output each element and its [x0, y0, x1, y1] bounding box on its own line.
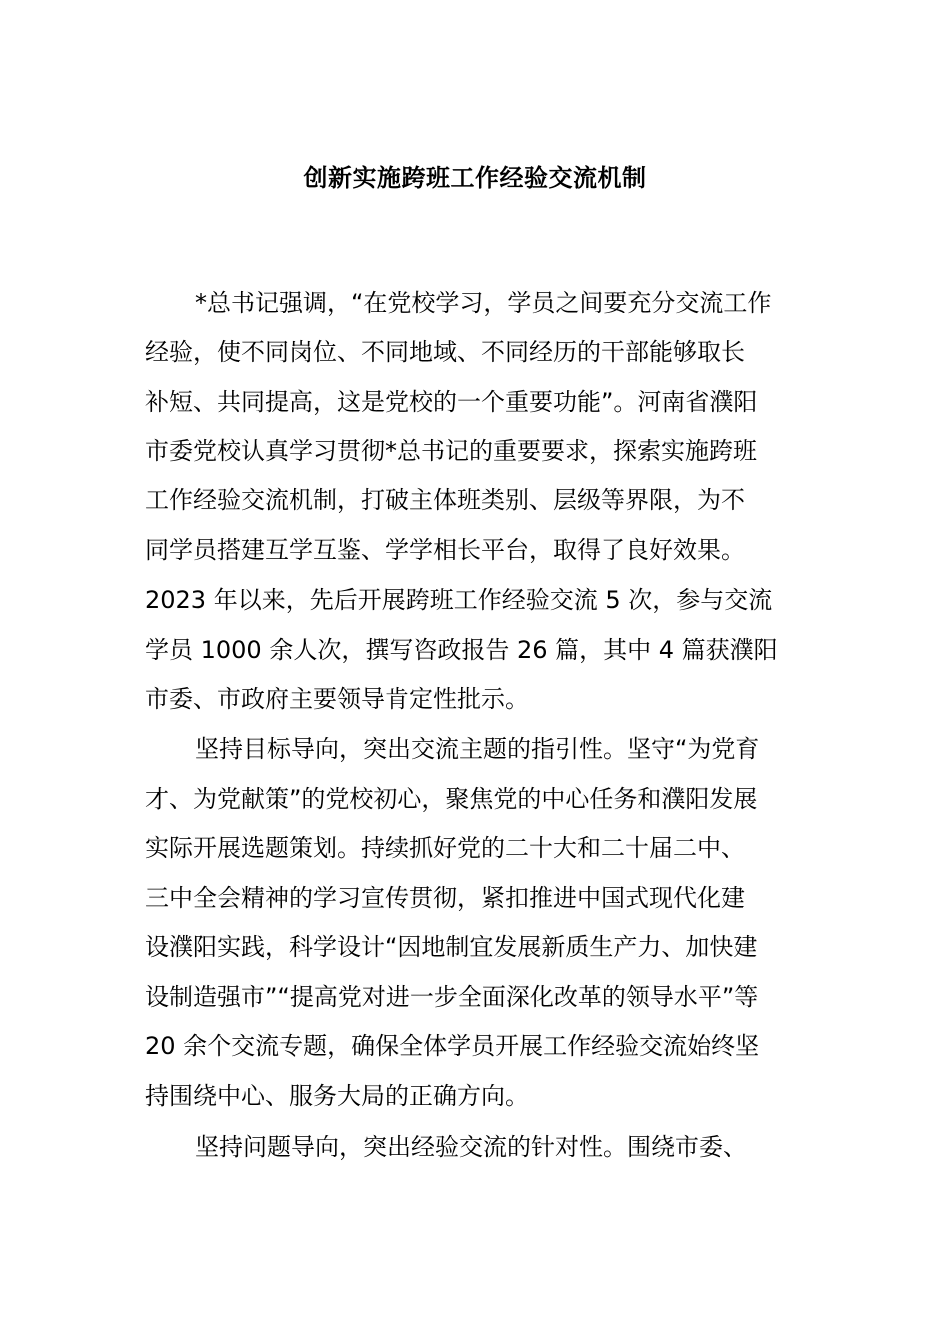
paragraph-line: *总书记强调，“在党校学习，学员之间要充分交流工作	[195, 289, 772, 317]
paragraph-line: 2023 年以来，先后开展跨班工作经验交流 5 次，参与交流	[145, 586, 773, 614]
paragraph-line: 工作经验交流机制，打破主体班类别、层级等界限，为不	[145, 486, 745, 514]
paragraph-line: 实际开展选题策划。持续抓好党的二十大和二十届二中、	[145, 834, 745, 862]
paragraph-line: 才、为党献策”的党校初心，聚焦党的中心任务和濮阳发展	[145, 785, 758, 813]
paragraph-line: 同学员搭建互学互鉴、学学相长平台，取得了良好效果。	[145, 536, 745, 564]
paragraph-line: 设制造强市”“提高党对进一步全面深化改革的领导水平”等	[145, 983, 759, 1011]
paragraph-line: 经验，使不同岗位、不同地域、不同经历的干部能够取长	[145, 338, 745, 366]
paragraph-line: 持围绕中心、服务大局的正确方向。	[145, 1082, 529, 1110]
paragraph-line: 坚持目标导向，突出交流主题的指引性。坚守“为党育	[195, 735, 760, 763]
paragraph-line: 学员 1000 余人次，撰写咨政报告 26 篇，其中 4 篇获濮阳	[145, 636, 778, 664]
paragraph-line: 坚持问题导向，突出经验交流的针对性。围绕市委、	[195, 1133, 747, 1161]
document-title: 创新实施跨班工作经验交流机制	[303, 164, 647, 192]
paragraph-line: 补短、共同提高，这是党校的一个重要功能”。河南省濮阳	[145, 388, 758, 416]
paragraph-line: 设濮阳实践，科学设计“因地制宜发展新质生产力、加快建	[145, 933, 758, 961]
paragraph-line: 20 余个交流专题，确保全体学员开展工作经验交流始终坚	[145, 1032, 760, 1060]
paragraph-line: 市委党校认真学习贯彻*总书记的重要要求，探索实施跨班	[145, 437, 757, 465]
paragraph-line: 市委、市政府主要领导肯定性批示。	[145, 685, 529, 713]
paragraph-line: 三中全会精神的学习宣传贯彻，紧扣推进中国式现代化建	[145, 884, 745, 912]
